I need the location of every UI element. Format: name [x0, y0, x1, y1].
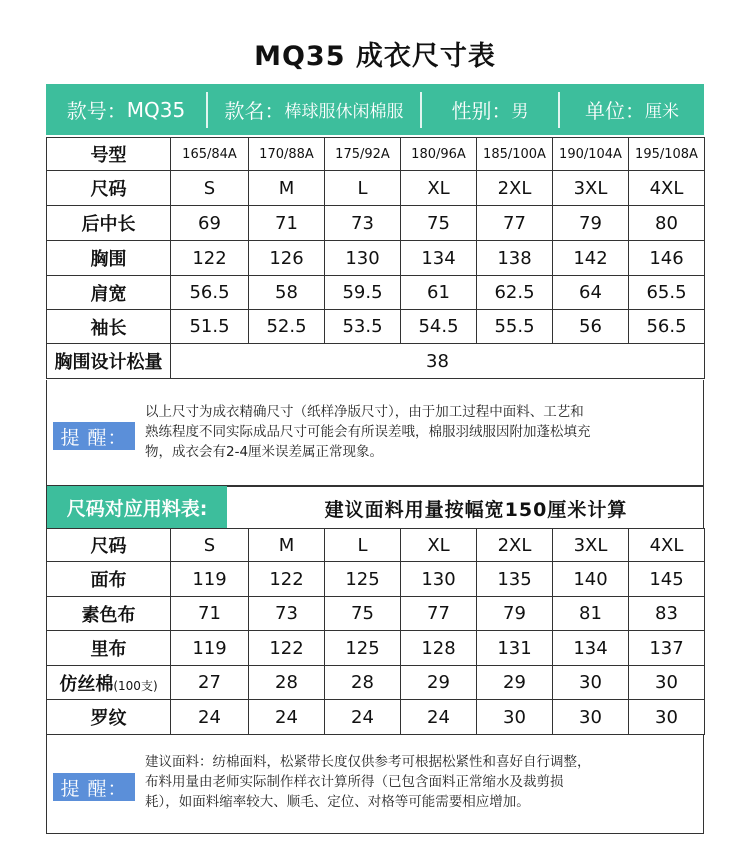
- model-cell: 185/100A: [477, 138, 553, 171]
- size-cell: 4XL: [629, 171, 705, 206]
- size-cell: 3XL: [553, 529, 629, 562]
- value-cell: 73: [325, 206, 401, 241]
- row-label: 号型: [47, 138, 171, 171]
- row-label: 里布: [47, 631, 171, 666]
- reminder-text: [145, 402, 591, 462]
- row-label: 尺码: [47, 171, 171, 206]
- table-row: [47, 206, 705, 241]
- table-row: [47, 562, 705, 597]
- value-cell: 30: [629, 666, 705, 700]
- header-bar: [46, 84, 704, 135]
- gender-value: 男: [511, 102, 529, 122]
- value-cell: 134: [401, 241, 477, 276]
- value-cell: 64: [553, 276, 629, 310]
- value-cell: 30: [553, 666, 629, 700]
- value-cell: 69: [171, 206, 249, 241]
- value-cell: 131: [477, 631, 553, 666]
- value-cell: 128: [401, 631, 477, 666]
- table-row: [47, 597, 705, 631]
- material-section-note: 建议面料用量按幅宽150厘米计算: [324, 498, 628, 521]
- row-label: 尺码: [47, 529, 171, 562]
- reminder-line: 建议面料：纺棉面料，松紧带长度仅供参考可根据松紧性和喜好自行调整，: [145, 754, 591, 770]
- value-cell: 137: [629, 631, 705, 666]
- table-row: [47, 241, 705, 276]
- material-table: [46, 528, 705, 735]
- reminder-line: 熟练程度不同实际成品尺寸可能会有所误差哦，棉服羽绒服因附加蓬松填充: [145, 424, 591, 440]
- table-row: [47, 138, 705, 171]
- gender: [422, 84, 558, 135]
- value-cell: 58: [249, 276, 325, 310]
- value-cell: 75: [325, 597, 401, 631]
- size-cell: S: [171, 529, 249, 562]
- value-cell: 29: [477, 666, 553, 700]
- size-cell: M: [249, 171, 325, 206]
- row-label: [47, 666, 171, 700]
- model-cell: 180/96A: [401, 138, 477, 171]
- size-cell: XL: [401, 529, 477, 562]
- reminder-badge: 提 醒：: [53, 773, 135, 801]
- value-cell: 79: [477, 597, 553, 631]
- value-cell: 142: [553, 241, 629, 276]
- row-label: 胸围设计松量: [47, 344, 171, 379]
- model-cell: 165/84A: [171, 138, 249, 171]
- table-row: [47, 276, 705, 310]
- value-cell: 56.5: [171, 276, 249, 310]
- value-cell: 83: [629, 597, 705, 631]
- value-cell: 24: [401, 700, 477, 735]
- value-cell: 56: [553, 310, 629, 344]
- value-cell: 30: [477, 700, 553, 735]
- value-cell: 53.5: [325, 310, 401, 344]
- table-row: [47, 700, 705, 735]
- unit-label: 单位：: [585, 99, 645, 123]
- value-cell: 28: [249, 666, 325, 700]
- size-cell: L: [325, 529, 401, 562]
- value-cell: 125: [325, 631, 401, 666]
- ease-value: 38: [171, 344, 705, 379]
- table-row: [47, 631, 705, 666]
- value-cell: 119: [171, 562, 249, 597]
- value-cell: 130: [401, 562, 477, 597]
- value-cell: 146: [629, 241, 705, 276]
- value-cell: 71: [171, 597, 249, 631]
- row-label: 袖长: [47, 310, 171, 344]
- value-cell: 62.5: [477, 276, 553, 310]
- value-cell: 122: [249, 562, 325, 597]
- value-cell: 77: [477, 206, 553, 241]
- value-cell: 52.5: [249, 310, 325, 344]
- value-cell: 27: [171, 666, 249, 700]
- model-cell: 175/92A: [325, 138, 401, 171]
- style-number: [46, 84, 206, 135]
- value-cell: 122: [249, 631, 325, 666]
- value-cell: 81: [553, 597, 629, 631]
- value-cell: 77: [401, 597, 477, 631]
- value-cell: 30: [553, 700, 629, 735]
- table-row: [47, 310, 705, 344]
- material-section-header: [46, 486, 704, 528]
- value-cell: 51.5: [171, 310, 249, 344]
- value-cell: 125: [325, 562, 401, 597]
- name-value: 棒球服休闲棉服: [284, 102, 404, 122]
- material-section-label: 尺码对应用料表:: [47, 486, 227, 528]
- reminder-box-2: [46, 734, 704, 834]
- reminder-box: [46, 380, 704, 486]
- style-value: MQ35: [126, 97, 186, 122]
- value-cell: 80: [629, 206, 705, 241]
- reminder-line: 物，成衣会有2-4厘米误差属正常现象。: [145, 444, 384, 460]
- value-cell: 71: [249, 206, 325, 241]
- value-cell: 138: [477, 241, 553, 276]
- value-cell: 79: [553, 206, 629, 241]
- unit: [560, 84, 704, 135]
- value-cell: 56.5: [629, 310, 705, 344]
- reminder-line: 布料用量由老师实际制作样衣计算所得（已包含面料正常缩水及裁剪损: [145, 774, 564, 790]
- style-label: 款号：: [66, 99, 127, 123]
- value-cell: 61: [401, 276, 477, 310]
- reminder-text: [145, 752, 591, 812]
- value-cell: 119: [171, 631, 249, 666]
- gender-label: 性别：: [451, 99, 512, 123]
- model-cell: 190/104A: [553, 138, 629, 171]
- size-cell: 2XL: [477, 529, 553, 562]
- size-table: [46, 137, 705, 379]
- value-cell: 59.5: [325, 276, 401, 310]
- reminder-line: 以上尺寸为成衣精确尺寸（纸样净版尺寸），由于加工过程中面料、工艺和: [145, 404, 584, 420]
- table-row: [47, 666, 705, 700]
- size-cell: L: [325, 171, 401, 206]
- value-cell: 140: [553, 562, 629, 597]
- size-cell: XL: [401, 171, 477, 206]
- table-row: [47, 529, 705, 562]
- value-cell: 122: [171, 241, 249, 276]
- row-label: 胸围: [47, 241, 171, 276]
- value-cell: 134: [553, 631, 629, 666]
- value-cell: 55.5: [477, 310, 553, 344]
- row-label-suffix: (100支): [113, 678, 158, 693]
- page-title: MQ35 成衣尺寸表: [254, 41, 496, 72]
- size-cell: S: [171, 171, 249, 206]
- size-cell: 3XL: [553, 171, 629, 206]
- reminder-badge: 提 醒：: [53, 422, 135, 450]
- row-label: 罗纹: [47, 700, 171, 735]
- row-label: 面布: [47, 562, 171, 597]
- value-cell: 73: [249, 597, 325, 631]
- value-cell: 30: [629, 700, 705, 735]
- name-label: 款名：: [224, 99, 285, 123]
- value-cell: 29: [401, 666, 477, 700]
- table-row: [47, 171, 705, 206]
- value-cell: 126: [249, 241, 325, 276]
- value-cell: 130: [325, 241, 401, 276]
- reminder-line: 耗），如面料缩率较大、顺毛、定位、对格等可能需要相应增加。: [145, 794, 530, 810]
- value-cell: 24: [171, 700, 249, 735]
- row-label: 素色布: [47, 597, 171, 631]
- value-cell: 135: [477, 562, 553, 597]
- value-cell: 75: [401, 206, 477, 241]
- unit-value: 厘米: [645, 102, 679, 122]
- value-cell: 145: [629, 562, 705, 597]
- value-cell: 65.5: [629, 276, 705, 310]
- row-label: 肩宽: [47, 276, 171, 310]
- model-cell: 170/88A: [249, 138, 325, 171]
- row-label: 后中长: [47, 206, 171, 241]
- value-cell: 24: [249, 700, 325, 735]
- size-cell: M: [249, 529, 325, 562]
- value-cell: 24: [325, 700, 401, 735]
- size-cell: 4XL: [629, 529, 705, 562]
- value-cell: 28: [325, 666, 401, 700]
- value-cell: 54.5: [401, 310, 477, 344]
- style-name: [208, 84, 420, 135]
- model-cell: 195/108A: [629, 138, 705, 171]
- table-row: [47, 344, 705, 379]
- row-label-text: 仿丝棉: [59, 673, 114, 695]
- size-cell: 2XL: [477, 171, 553, 206]
